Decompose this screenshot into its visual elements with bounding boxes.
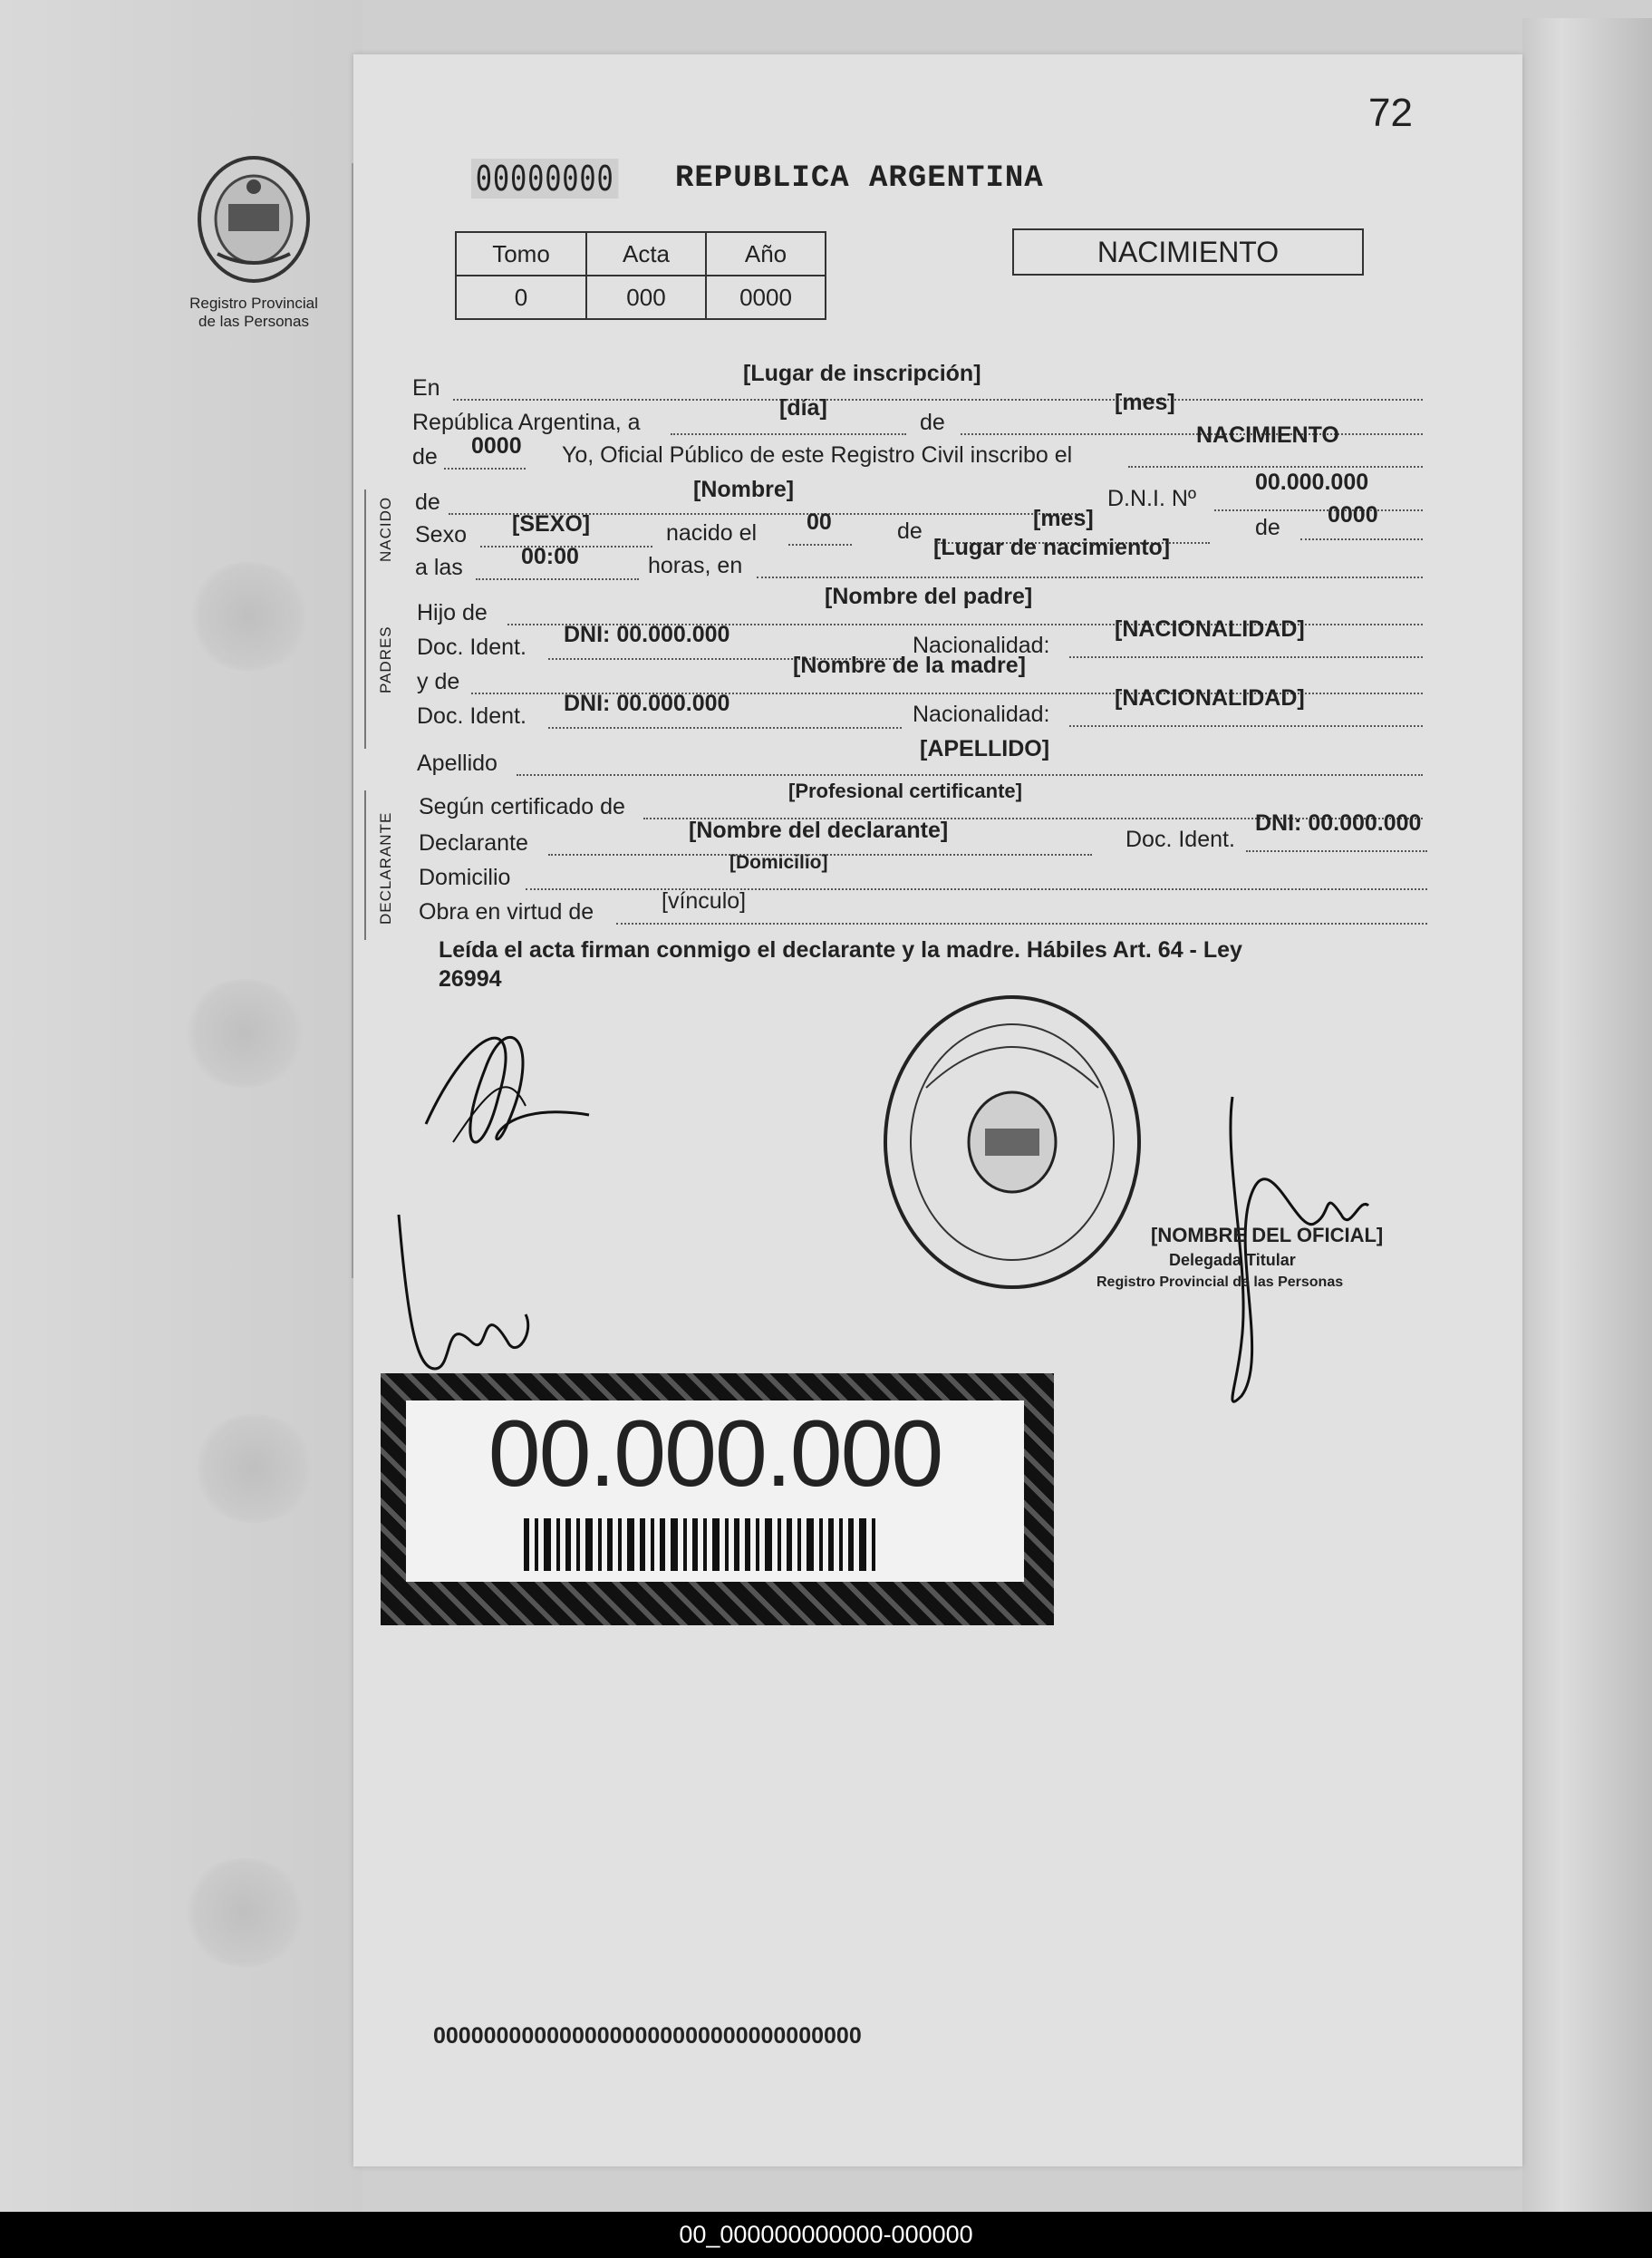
ghost-seal	[181, 1858, 308, 1967]
fill-line	[1300, 538, 1423, 540]
label-apellido: Apellido	[417, 751, 498, 776]
label-en: En	[412, 375, 440, 401]
fill-line	[671, 433, 906, 435]
label-y-de: y de	[417, 669, 460, 694]
value-act-type: NACIMIENTO	[1196, 422, 1339, 448]
fill-line	[1214, 509, 1423, 511]
margin-line	[352, 163, 353, 1278]
fill-line	[453, 399, 1423, 401]
value-time: 00:00	[521, 544, 579, 569]
label-de-name: de	[415, 489, 440, 515]
ghost-seal	[186, 562, 313, 671]
id-sticker	[381, 1373, 1054, 1625]
label-oficial: Yo, Oficial Público de este Registro Civil inscribo el	[562, 442, 1073, 468]
table-header-ano: Año	[706, 232, 826, 276]
signer-name: [NOMBRE DEL OFICIAL]	[1151, 1224, 1384, 1246]
value-mother-nationality: [NACIONALIDAD]	[1115, 685, 1305, 711]
label-father-nationality: Nacionalidad:	[913, 633, 1050, 658]
label-sexo: Sexo	[415, 522, 467, 548]
table-value-acta: 000	[586, 276, 706, 319]
label-declarante: Declarante	[419, 830, 528, 856]
section-label-padres: PADRES	[377, 625, 394, 693]
label-horas-en: horas, en	[648, 553, 743, 578]
serial-number: 00000000	[471, 159, 618, 199]
closing-line-1: Leída el acta firman conmigo el declarante y la madre. Hábiles Art. 64 - Ley	[439, 937, 1242, 963]
value-address: [Domicilio]	[729, 852, 828, 873]
label-mother-nationality: Nacionalidad:	[913, 702, 1050, 727]
value-name: [Nombre]	[693, 477, 795, 502]
registry-logo	[172, 154, 335, 331]
value-place: [Lugar de inscripción]	[743, 361, 981, 386]
table-value-ano: 0000	[706, 276, 826, 319]
section-label-nacido: NACIDO	[377, 496, 394, 562]
fill-line	[1246, 850, 1427, 852]
document-title: REPUBLICA ARGENTINA	[675, 161, 1044, 196]
value-virtue: [vínculo]	[662, 888, 747, 914]
table-value-tomo: 0	[456, 276, 586, 319]
page-number: 72	[1368, 91, 1413, 135]
fill-line	[1069, 656, 1423, 658]
value-father: [Nombre del padre]	[825, 584, 1033, 609]
value-day-words: [día]	[779, 395, 827, 421]
value-month: [mes]	[1115, 390, 1175, 415]
value-father-nationality: [NACIONALIDAD]	[1115, 616, 1305, 642]
value-mother-dni: DNI: 00.000.000	[564, 691, 730, 716]
label-de-year: de	[412, 444, 438, 470]
registry-label-line2: de las Personas	[198, 313, 309, 330]
ghost-seal	[181, 979, 308, 1088]
underlying-page	[0, 0, 362, 2212]
fill-line	[548, 727, 902, 729]
document-hash: 0000000000000000000000000000000000	[433, 2023, 862, 2049]
value-declarant-dni: DNI: 00.000.000	[1255, 810, 1422, 836]
value-birth-day: 00	[807, 509, 832, 535]
value-dni: 00.000.000	[1255, 470, 1369, 495]
label-republica-a: República Argentina, a	[412, 410, 641, 435]
value-year: 0000	[471, 433, 522, 459]
label-nacido-el: nacido el	[666, 520, 758, 546]
value-place-of-birth: [Lugar de nacimiento]	[933, 535, 1171, 560]
value-mother: [Nombre de la madre]	[793, 653, 1027, 678]
sticker-label-area	[406, 1400, 1024, 1582]
sticker-number: 00.000.000	[488, 1401, 942, 1507]
fill-line	[517, 774, 1423, 776]
stacked-pages-edge	[1522, 18, 1652, 2212]
table-header-acta: Acta	[586, 232, 706, 276]
label-de-birth-month: de	[897, 518, 923, 544]
value-sex: [SEXO]	[512, 511, 591, 537]
act-type-box: NACIMIENTO	[1012, 228, 1364, 276]
fill-line	[1069, 725, 1423, 727]
barcode-icon	[524, 1518, 881, 1571]
section-divider	[364, 489, 366, 625]
label-mother-doc: Doc. Ident.	[417, 703, 527, 729]
fill-line	[444, 468, 526, 470]
provincial-seal-icon	[172, 154, 335, 290]
declarant-signature-icon	[399, 988, 616, 1206]
birth-certificate-document	[189, 54, 1522, 2166]
value-surname: [APELLIDO]	[920, 736, 1050, 761]
fill-line	[616, 923, 1427, 925]
fill-line	[757, 577, 1423, 578]
section-label-declarante: DECLARANTE	[377, 811, 394, 925]
closing-line-2: 26994	[439, 966, 502, 992]
scan-footer-code: 00_000000000000-000000	[0, 2212, 1652, 2258]
value-declarant: [Nombre del declarante]	[689, 818, 949, 843]
ghost-seal	[190, 1414, 317, 1523]
label-hijo-de: Hijo de	[417, 600, 488, 625]
label-de-month: de	[920, 410, 945, 435]
value-birth-year: 0000	[1328, 502, 1378, 528]
fill-line	[961, 433, 1423, 435]
label-de-birth-year: de	[1255, 515, 1280, 540]
registry-label-line1: Registro Provincial	[189, 295, 318, 312]
signer-office: Registro Provincial de las Personas	[1097, 1274, 1344, 1290]
label-domicilio: Domicilio	[419, 865, 511, 890]
label-a-las: a las	[415, 555, 463, 580]
label-dni: D.N.I. Nº	[1107, 486, 1197, 511]
label-segun-certificado: Según certificado de	[419, 794, 625, 819]
value-birth-month: [mes]	[1033, 506, 1094, 531]
label-father-doc: Doc. Ident.	[417, 635, 527, 660]
value-certificate: [Profesional certificante]	[788, 780, 1022, 802]
label-declarant-doc: Doc. Ident.	[1125, 827, 1235, 852]
value-father-dni: DNI: 00.000.000	[564, 622, 730, 647]
volume-record-year-table	[455, 231, 826, 320]
fill-line	[476, 578, 639, 580]
section-divider	[364, 625, 366, 749]
official-seal-icon	[872, 979, 1162, 1305]
fill-line	[1128, 466, 1423, 468]
fill-line	[788, 544, 852, 546]
signer-role: Delegada Titular	[1169, 1251, 1296, 1269]
section-divider	[364, 790, 366, 940]
table-header-tomo: Tomo	[456, 232, 586, 276]
mother-signature-icon	[381, 1187, 562, 1405]
label-obra-en-virtud: Obra en virtud de	[419, 899, 594, 925]
